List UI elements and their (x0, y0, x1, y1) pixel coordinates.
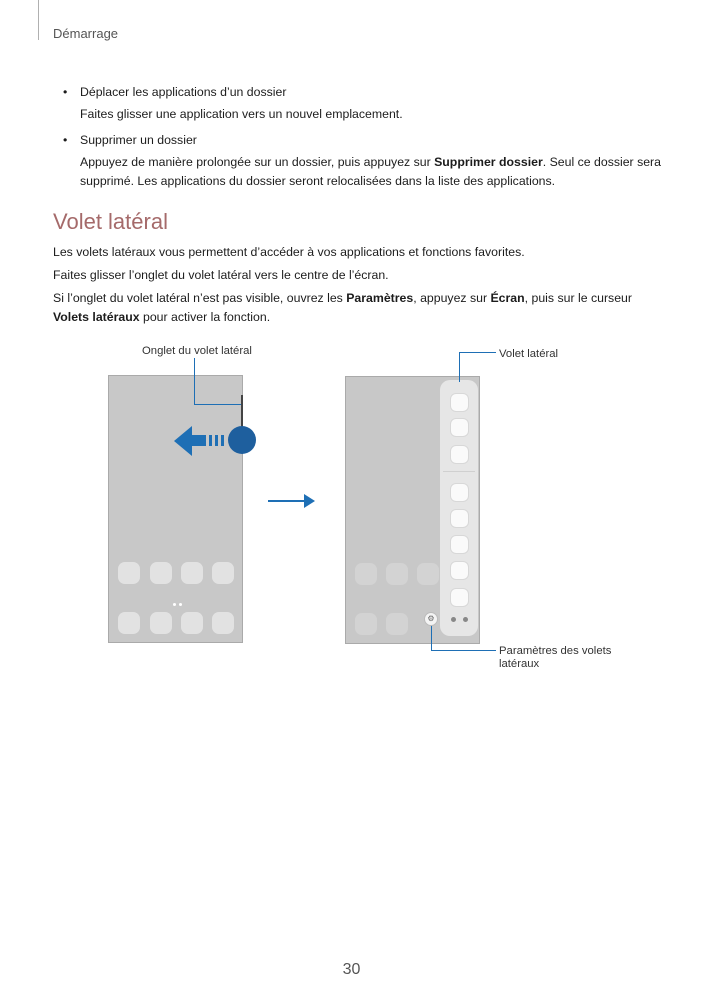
text-run: , appuyez sur (413, 291, 491, 305)
paragraph: Les volets latéraux vous permettent d’accéder à vos applications et fonctions favorites. (53, 245, 525, 259)
edge-panel-handle (241, 395, 243, 429)
panel-app-icon (450, 588, 469, 607)
callout-line (194, 358, 195, 405)
section-body (53, 243, 663, 331)
text-run: Appuyez de manière prolongée sur un dossier, puis appuyez sur (80, 155, 435, 169)
transition-arrow (268, 500, 308, 502)
callout-line (431, 626, 432, 651)
bold-term: Supprimer dossier (434, 155, 543, 169)
panel-app-icon (450, 418, 469, 437)
header-rule (38, 0, 39, 40)
paragraph (53, 289, 663, 327)
text-run: pour activer la fonction. (139, 310, 271, 324)
callout-line (459, 352, 460, 382)
swipe-arrow-segment (221, 435, 224, 446)
panel-app-icon (450, 509, 469, 528)
app-icon (386, 613, 408, 635)
panel-app-icon (450, 393, 469, 412)
list-item (63, 83, 663, 124)
text-run: , puis sur le curseur (524, 291, 632, 305)
panel-page-dot (451, 617, 456, 622)
panel-app-icon (450, 535, 469, 554)
page-number: 30 (342, 961, 361, 978)
breadcrumb: Démarrage (53, 26, 119, 41)
panel-divider (443, 471, 475, 472)
app-icon (181, 562, 203, 584)
paragraph: Faites glisser l’onglet du volet latéral vers le centre de l’écran. (53, 268, 389, 282)
gear-icon: ⚙ (424, 612, 438, 626)
app-icon (212, 612, 234, 634)
panel-page-dot (463, 617, 468, 622)
bullet-description (63, 153, 663, 191)
swipe-arrow-segment (215, 435, 218, 446)
callout-line (194, 404, 241, 405)
panel-app-icon (450, 561, 469, 580)
touch-point (228, 426, 256, 454)
bullet-list (63, 83, 663, 198)
bold-term: Paramètres (346, 291, 414, 305)
callout-line (431, 650, 496, 651)
app-icon (386, 563, 408, 585)
app-icon (118, 562, 140, 584)
transition-arrow-head (304, 494, 315, 508)
list-item (63, 131, 663, 191)
app-icon (355, 563, 377, 585)
app-icon (150, 612, 172, 634)
swipe-arrow-body (190, 435, 206, 446)
bullet-description: Faites glisser une application vers un nouvel emplacement. (80, 107, 403, 121)
bullet-title: • Déplacer les applications d’un dossier (63, 83, 663, 101)
app-icon (212, 562, 234, 584)
app-icon (355, 613, 377, 635)
panel-app-icon (450, 445, 469, 464)
bold-term: Volets latéraux (53, 310, 140, 324)
text-run: Si l’onglet du volet latéral n’est pas visible, ouvrez les (53, 291, 347, 305)
page-indicator-dot (179, 603, 182, 606)
callout-line (459, 352, 496, 353)
app-icon (118, 612, 140, 634)
swipe-arrow-segment (209, 435, 212, 446)
bullet-title: • Supprimer un dossier (63, 131, 663, 149)
section-title: Volet latéral (53, 209, 168, 234)
app-icon (150, 562, 172, 584)
bold-term: Écran (490, 291, 525, 305)
label-edge-tab: Onglet du volet latéral (142, 345, 252, 357)
page-indicator-dot (173, 603, 176, 606)
label-edge-panel: Volet latéral (499, 348, 559, 360)
panel-app-icon (450, 483, 469, 502)
text-run: . Seul ce dossier sera supprimé. Les applications du dossier seront relocalisées dans la liste des applications. (80, 155, 661, 188)
app-icon (417, 563, 439, 585)
app-icon (181, 612, 203, 634)
label-panel-settings: Paramètres des volets latéraux (499, 645, 612, 670)
